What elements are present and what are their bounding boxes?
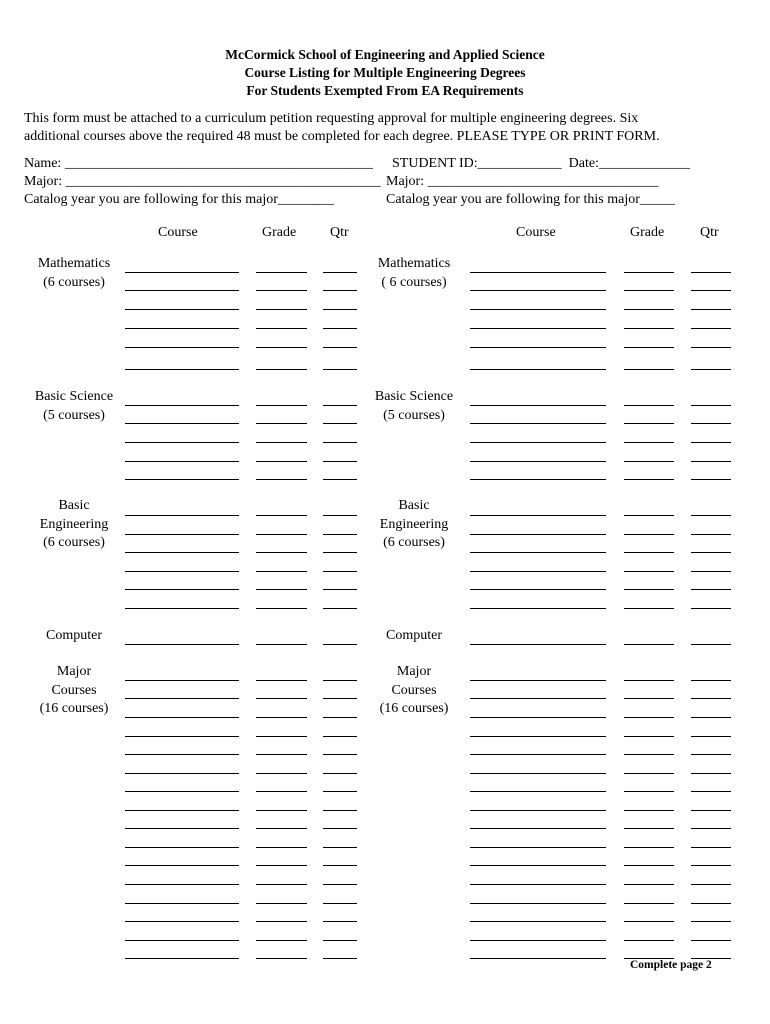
- course-blank-line[interactable]: [470, 571, 606, 572]
- course-blank-line[interactable]: [470, 309, 606, 310]
- grade-blank-line[interactable]: [256, 608, 307, 609]
- course-column-header-left: Course: [158, 225, 198, 240]
- qtr-column-header-right: Qtr: [700, 225, 719, 240]
- grade-blank-line[interactable]: [256, 903, 307, 904]
- grade-blank-line[interactable]: [624, 534, 674, 535]
- course-blank-line[interactable]: [125, 369, 239, 370]
- course-blank-line[interactable]: [125, 442, 239, 443]
- grade-blank-line[interactable]: [624, 698, 674, 699]
- qtr-blank-line[interactable]: [691, 828, 731, 829]
- course-blank-line[interactable]: [125, 608, 239, 609]
- grade-blank-line[interactable]: [624, 369, 674, 370]
- grade-blank-line[interactable]: [624, 903, 674, 904]
- course-blank-line[interactable]: [125, 717, 239, 718]
- course-blank-line[interactable]: [125, 828, 239, 829]
- grade-blank-line[interactable]: [256, 290, 307, 291]
- course-blank-line[interactable]: [125, 309, 239, 310]
- grade-blank-line[interactable]: [256, 884, 307, 885]
- section-label-engineering-left: [28, 497, 120, 553]
- qtr-blank-line[interactable]: [323, 903, 357, 904]
- form-subtitle: Course Listing for Multiple Engineering Degrees: [244, 65, 526, 80]
- course-blank-line[interactable]: [470, 290, 606, 291]
- course-blank-line[interactable]: [470, 865, 606, 866]
- qtr-blank-line[interactable]: [323, 754, 357, 755]
- form-subtitle-2: For Students Exempted From EA Requirements: [246, 83, 524, 98]
- qtr-blank-line[interactable]: [691, 644, 731, 645]
- grade-blank-line[interactable]: [624, 423, 674, 424]
- course-blank-line[interactable]: [470, 754, 606, 755]
- qtr-blank-line[interactable]: [323, 552, 357, 553]
- section-label-line: (16 courses): [39, 701, 109, 716]
- qtr-blank-line[interactable]: [323, 461, 357, 462]
- section-label-line: (6 courses): [383, 535, 445, 550]
- qtr-blank-line[interactable]: [323, 272, 357, 273]
- grade-blank-line[interactable]: [624, 717, 674, 718]
- qtr-blank-line[interactable]: [691, 791, 731, 792]
- grade-blank-line[interactable]: [256, 828, 307, 829]
- course-blank-line[interactable]: [470, 847, 606, 848]
- course-blank-line[interactable]: [470, 515, 606, 516]
- section-label-science-left: [28, 388, 120, 425]
- section-label-line: (5 courses): [43, 407, 105, 423]
- course-blank-line[interactable]: [470, 828, 606, 829]
- grade-blank-line[interactable]: [256, 736, 307, 737]
- course-blank-line[interactable]: [470, 534, 606, 535]
- section-label-line: Major: [396, 664, 432, 679]
- qtr-blank-line[interactable]: [691, 884, 731, 885]
- qtr-blank-line[interactable]: [323, 884, 357, 885]
- course-blank-line[interactable]: [470, 958, 606, 959]
- qtr-blank-line[interactable]: [691, 405, 731, 406]
- grade-blank-line[interactable]: [624, 921, 674, 922]
- section-label-math-left: [28, 255, 120, 292]
- grade-blank-line[interactable]: [624, 272, 674, 273]
- course-blank-line[interactable]: [470, 791, 606, 792]
- course-blank-line[interactable]: [470, 940, 606, 941]
- catalog-year-field-left[interactable]: Catalog year you are following for this major________: [24, 192, 334, 207]
- grade-blank-line[interactable]: [624, 940, 674, 941]
- grade-blank-line[interactable]: [256, 644, 307, 645]
- section-label-line: Engineering: [39, 516, 109, 532]
- course-blank-line[interactable]: [470, 405, 606, 406]
- grade-blank-line[interactable]: [624, 810, 674, 811]
- school-title: McCormick School of Engineering and Applied Science: [225, 47, 545, 62]
- grade-blank-line[interactable]: [624, 347, 674, 348]
- course-blank-line[interactable]: [470, 589, 606, 590]
- qtr-blank-line[interactable]: [691, 309, 731, 310]
- grade-blank-line[interactable]: [256, 369, 307, 370]
- qtr-blank-line[interactable]: [323, 347, 357, 348]
- grade-blank-line[interactable]: [256, 865, 307, 866]
- grade-blank-line[interactable]: [624, 736, 674, 737]
- qtr-blank-line[interactable]: [323, 405, 357, 406]
- instructions-line-1: This form must be attached to a curriculum petition requesting approval for multiple engineering degrees. Six: [24, 111, 639, 126]
- section-label-science-right: [368, 388, 460, 425]
- qtr-blank-line[interactable]: [691, 754, 731, 755]
- qtr-blank-line[interactable]: [691, 461, 731, 462]
- grade-blank-line[interactable]: [624, 828, 674, 829]
- qtr-blank-line[interactable]: [323, 865, 357, 866]
- grade-blank-line[interactable]: [256, 479, 307, 480]
- qtr-blank-line[interactable]: [323, 479, 357, 480]
- course-blank-line[interactable]: [125, 791, 239, 792]
- grade-blank-line[interactable]: [624, 309, 674, 310]
- course-blank-line[interactable]: [125, 940, 239, 941]
- section-label-line: Mathematics: [37, 256, 111, 271]
- qtr-blank-line[interactable]: [323, 698, 357, 699]
- qtr-blank-line[interactable]: [691, 369, 731, 370]
- course-blank-line[interactable]: [470, 328, 606, 329]
- qtr-blank-line[interactable]: [323, 791, 357, 792]
- grade-column-header-left: Grade: [262, 225, 297, 240]
- qtr-blank-line[interactable]: [691, 347, 731, 348]
- qtr-blank-line[interactable]: [691, 272, 731, 273]
- grade-blank-line[interactable]: [256, 534, 307, 535]
- course-blank-line[interactable]: [125, 754, 239, 755]
- course-blank-line[interactable]: [470, 461, 606, 462]
- grade-blank-line[interactable]: [256, 405, 307, 406]
- section-label-engineering-right: [368, 497, 460, 553]
- course-blank-line[interactable]: [125, 534, 239, 535]
- course-blank-line[interactable]: [125, 328, 239, 329]
- grade-blank-line[interactable]: [256, 347, 307, 348]
- course-blank-line[interactable]: [470, 272, 606, 273]
- qtr-blank-line[interactable]: [323, 644, 357, 645]
- qtr-blank-line[interactable]: [323, 589, 357, 590]
- course-blank-line[interactable]: [125, 571, 239, 572]
- section-label-computer-left: [28, 627, 120, 646]
- qtr-blank-line[interactable]: [323, 717, 357, 718]
- major-field-left[interactable]: Major: _____________________________________________: [24, 174, 381, 189]
- grade-blank-line[interactable]: [624, 405, 674, 406]
- grade-blank-line[interactable]: [256, 958, 307, 959]
- qtr-blank-line[interactable]: [691, 608, 731, 609]
- section-label-line: (6 courses): [43, 535, 105, 550]
- section-label-line: Computer: [386, 628, 442, 643]
- section-label-math-right: [368, 255, 460, 292]
- qtr-blank-line[interactable]: [323, 442, 357, 443]
- qtr-blank-line[interactable]: [691, 865, 731, 866]
- grade-blank-line[interactable]: [256, 552, 307, 553]
- course-blank-line[interactable]: [470, 347, 606, 348]
- course-blank-line[interactable]: [470, 884, 606, 885]
- grade-blank-line[interactable]: [256, 847, 307, 848]
- qtr-blank-line[interactable]: [691, 773, 731, 774]
- grade-blank-line[interactable]: [256, 810, 307, 811]
- grade-blank-line[interactable]: [256, 717, 307, 718]
- course-blank-line[interactable]: [125, 773, 239, 774]
- course-blank-line[interactable]: [470, 736, 606, 737]
- grade-blank-line[interactable]: [624, 479, 674, 480]
- complete-page-2-note: Complete page 2: [630, 959, 712, 971]
- grade-blank-line[interactable]: [624, 847, 674, 848]
- section-label-line: Major: [56, 664, 92, 679]
- course-blank-line[interactable]: [125, 423, 239, 424]
- grade-blank-line[interactable]: [256, 940, 307, 941]
- course-blank-line[interactable]: [125, 698, 239, 699]
- grade-blank-line[interactable]: [624, 589, 674, 590]
- section-label-line: (5 courses): [383, 407, 445, 423]
- qtr-blank-line[interactable]: [691, 571, 731, 572]
- qtr-blank-line[interactable]: [323, 810, 357, 811]
- qtr-blank-line[interactable]: [323, 290, 357, 291]
- name-field[interactable]: Name: ____________________________________________: [24, 156, 373, 171]
- qtr-blank-line[interactable]: [323, 608, 357, 609]
- course-blank-line[interactable]: [470, 369, 606, 370]
- course-blank-line[interactable]: [125, 405, 239, 406]
- course-blank-line[interactable]: [125, 290, 239, 291]
- qtr-column-header-left: Qtr: [330, 225, 349, 240]
- qtr-blank-line[interactable]: [323, 773, 357, 774]
- grade-blank-line[interactable]: [624, 571, 674, 572]
- grade-blank-line[interactable]: [256, 680, 307, 681]
- section-label-line: Courses: [391, 682, 437, 698]
- grade-column-header-right: Grade: [630, 225, 665, 240]
- qtr-blank-line[interactable]: [323, 369, 357, 370]
- grade-blank-line[interactable]: [256, 461, 307, 462]
- qtr-blank-line[interactable]: [323, 736, 357, 737]
- course-blank-line[interactable]: [125, 847, 239, 848]
- section-label-major-right: [368, 663, 460, 719]
- course-blank-line[interactable]: [125, 347, 239, 348]
- qtr-blank-line[interactable]: [323, 921, 357, 922]
- course-blank-line[interactable]: [470, 717, 606, 718]
- section-label-line: Engineering: [379, 516, 449, 532]
- grade-blank-line[interactable]: [624, 773, 674, 774]
- section-label-line: Mathematics: [377, 256, 451, 271]
- qtr-blank-line[interactable]: [691, 328, 731, 329]
- qtr-blank-line[interactable]: [323, 680, 357, 681]
- grade-blank-line[interactable]: [624, 754, 674, 755]
- grade-blank-line[interactable]: [624, 644, 674, 645]
- grade-blank-line[interactable]: [624, 884, 674, 885]
- course-blank-line[interactable]: [125, 644, 239, 645]
- course-blank-line[interactable]: [470, 680, 606, 681]
- course-blank-line[interactable]: [470, 479, 606, 480]
- section-label-line: (16 courses): [379, 701, 449, 716]
- section-label-major-left: [28, 663, 120, 719]
- qtr-blank-line[interactable]: [323, 571, 357, 572]
- course-blank-line[interactable]: [125, 810, 239, 811]
- section-label-line: Basic: [398, 498, 430, 513]
- qtr-blank-line[interactable]: [323, 515, 357, 516]
- grade-blank-line[interactable]: [256, 698, 307, 699]
- qtr-blank-line[interactable]: [323, 423, 357, 424]
- grade-blank-line[interactable]: [624, 865, 674, 866]
- course-blank-line[interactable]: [470, 903, 606, 904]
- grade-blank-line[interactable]: [624, 680, 674, 681]
- qtr-blank-line[interactable]: [691, 534, 731, 535]
- course-blank-line[interactable]: [125, 680, 239, 681]
- grade-blank-line[interactable]: [256, 328, 307, 329]
- qtr-blank-line[interactable]: [323, 328, 357, 329]
- course-blank-line[interactable]: [470, 698, 606, 699]
- grade-blank-line[interactable]: [256, 589, 307, 590]
- qtr-blank-line[interactable]: [691, 423, 731, 424]
- course-blank-line[interactable]: [125, 884, 239, 885]
- grade-blank-line[interactable]: [624, 791, 674, 792]
- grade-blank-line[interactable]: [624, 552, 674, 553]
- qtr-blank-line[interactable]: [323, 828, 357, 829]
- grade-blank-line[interactable]: [256, 773, 307, 774]
- grade-blank-line[interactable]: [256, 423, 307, 424]
- course-blank-line[interactable]: [125, 589, 239, 590]
- qtr-blank-line[interactable]: [691, 903, 731, 904]
- qtr-blank-line[interactable]: [691, 589, 731, 590]
- section-label-computer-right: [368, 627, 460, 646]
- grade-blank-line[interactable]: [256, 272, 307, 273]
- qtr-blank-line[interactable]: [323, 534, 357, 535]
- qtr-blank-line[interactable]: [691, 290, 731, 291]
- course-blank-line[interactable]: [125, 552, 239, 553]
- grade-blank-line[interactable]: [256, 515, 307, 516]
- major-field-right[interactable]: Major: _________________________________: [386, 174, 659, 189]
- grade-blank-line[interactable]: [256, 754, 307, 755]
- grade-blank-line[interactable]: [256, 442, 307, 443]
- qtr-blank-line[interactable]: [691, 921, 731, 922]
- grade-blank-line[interactable]: [624, 515, 674, 516]
- instructions-line-2: additional courses above the required 48 must be completed for each degree. PLEASE TYPE OR PRINT FORM.: [24, 129, 660, 144]
- course-blank-line[interactable]: [125, 515, 239, 516]
- qtr-blank-line[interactable]: [691, 847, 731, 848]
- grade-blank-line[interactable]: [256, 309, 307, 310]
- grade-blank-line[interactable]: [624, 328, 674, 329]
- qtr-blank-line[interactable]: [323, 940, 357, 941]
- course-blank-line[interactable]: [470, 442, 606, 443]
- qtr-blank-line[interactable]: [323, 958, 357, 959]
- course-blank-line[interactable]: [470, 810, 606, 811]
- course-blank-line[interactable]: [470, 608, 606, 609]
- qtr-blank-line[interactable]: [691, 736, 731, 737]
- course-blank-line[interactable]: [125, 479, 239, 480]
- section-label-line: Courses: [51, 682, 97, 698]
- grade-blank-line[interactable]: [624, 290, 674, 291]
- section-label-line: Computer: [46, 628, 102, 643]
- section-label-line: ( 6 courses): [381, 274, 447, 290]
- qtr-blank-line[interactable]: [691, 552, 731, 553]
- qtr-blank-line[interactable]: [691, 810, 731, 811]
- qtr-blank-line[interactable]: [691, 717, 731, 718]
- course-blank-line[interactable]: [470, 921, 606, 922]
- grade-blank-line[interactable]: [624, 461, 674, 462]
- course-blank-line[interactable]: [125, 958, 239, 959]
- course-blank-line[interactable]: [125, 921, 239, 922]
- qtr-blank-line[interactable]: [691, 698, 731, 699]
- section-label-line: Basic Science: [34, 389, 114, 404]
- qtr-blank-line[interactable]: [691, 442, 731, 443]
- section-label-line: Basic: [58, 498, 90, 513]
- course-column-header-right: Course: [516, 225, 556, 240]
- grade-blank-line[interactable]: [256, 571, 307, 572]
- section-label-line: Basic Science: [374, 389, 454, 404]
- qtr-blank-line[interactable]: [691, 680, 731, 681]
- course-blank-line[interactable]: [470, 773, 606, 774]
- qtr-blank-line[interactable]: [323, 309, 357, 310]
- course-blank-line[interactable]: [470, 552, 606, 553]
- grade-blank-line[interactable]: [256, 921, 307, 922]
- course-blank-line[interactable]: [125, 736, 239, 737]
- qtr-blank-line[interactable]: [691, 479, 731, 480]
- course-blank-line[interactable]: [125, 461, 239, 462]
- qtr-blank-line[interactable]: [691, 515, 731, 516]
- grade-blank-line[interactable]: [624, 442, 674, 443]
- qtr-blank-line[interactable]: [691, 940, 731, 941]
- qtr-blank-line[interactable]: [323, 847, 357, 848]
- grade-blank-line[interactable]: [624, 608, 674, 609]
- section-label-line: (6 courses): [43, 274, 105, 290]
- course-blank-line[interactable]: [470, 644, 606, 645]
- catalog-year-field-right[interactable]: Catalog year you are following for this major_____: [386, 192, 675, 207]
- course-blank-line[interactable]: [125, 903, 239, 904]
- course-blank-line[interactable]: [125, 272, 239, 273]
- course-blank-line[interactable]: [125, 865, 239, 866]
- course-blank-line[interactable]: [470, 423, 606, 424]
- grade-blank-line[interactable]: [256, 791, 307, 792]
- student-id-date-field[interactable]: STUDENT ID:____________ Date:_____________: [392, 156, 690, 171]
